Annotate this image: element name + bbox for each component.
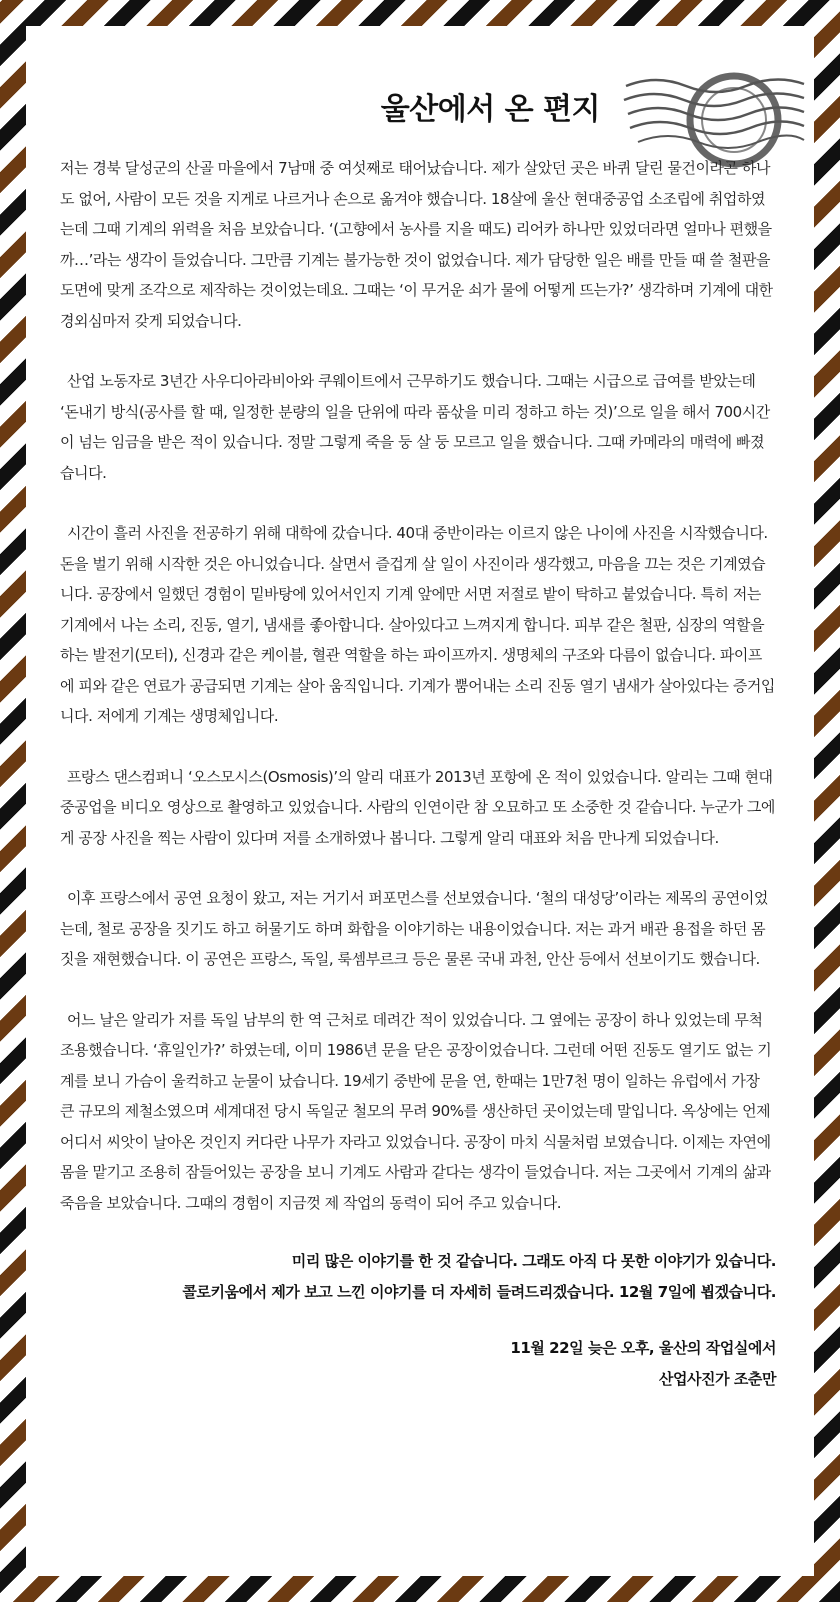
letter-paper	[26, 26, 814, 1576]
signature-block	[60, 1333, 776, 1394]
paragraph-2: 산업 노동자로 3년간 사우디아라비아와 쿠웨이트에서 근무하기도 했습니다. 그때는 시급으로 급여를 받았는데 ‘돈내기 방식(공사를 할 때, 일정한 분량의 일을 단위에 따라 품삯을 미리 정하고 하는 것)’으로 일을 해서 700시간이 넘는 임금을 받은 적이 있습니다. 정말 그렇게 죽을 둥 살 둥 모르고 일을 했습니다. 그때 카메라의 매력에 빠졌습니다.	[60, 372, 770, 482]
paragraph-6: 어느 날은 알리가 저를 독일 남부의 한 역 근처로 데려간 적이 있었습니다. 그 옆에는 공장이 하나 있었는데 무척 조용했습니다. ‘휴일인가?’ 하였는데, 이미 1986년 문을 닫은 공장이었습니다. 그런데 어떤 진동도 열기도 없는 기계를 보니 가슴이 울컥하고 눈물이 났습니다. 19세기 중반에 문을 연, 한때는 1만7천 명이 일하는 유럽에서 가장 큰 규모의 제철소였으며 세계대전 당시 독일군 철모의 무려 90%를 생산하던 곳이었는데 말입니다. 옥상에는 언제 어디서 씨앗이 날아온 것인지 커다란 나무가 자라고 있었습니다. 공장이 마치 식물처럼 보였습니다. 이제는 자연에 몸을 맡기고 조용히 잠들어있는 공장을 보니 기계도 사람과 같다는 생각이 들었습니다. 저는 그곳에서 기계의 삶과 죽음을 보았습니다. 그때의 경험이 지금껏 제 작업의 동력이 되어 주고 있습니다.	[60, 1010, 772, 1212]
paragraph-1: 저는 경북 달성군의 산골 마을에서 7남매 중 여섯째로 태어났습니다. 제가 살았던 곳은 바퀴 달린 물건이라곤 하나도 없어, 사람이 모든 것을 지게로 나르거나 손으로 옮겨야 했습니다. 18살에 울산 현대중공업 소조립에 취업하였는데 그때 기계의 위력을 처음 보았습니다. ‘(고향에서 농사를 지을 때도) 리어카 하나만 있었더라면 얼마나 편했을까…’라는 생각이 들었습니다. 그만큼 기계는 불가능한 것이 없었습니다. 제가 담당한 일은 배를 만들 때 쓸 철판을 도면에 맞게 조각으로 제작하는 것이었는데요. 그때는 ‘이 무거운 쇠가 물에 어떻게 뜨는가?’ 생각하며 기계에 대한 경외심마저 갖게 되었습니다.	[60, 159, 773, 330]
signature-author: 산업사진가 조춘만	[658, 1369, 776, 1388]
closing-line-1: 미리 많은 이야기를 한 것 같습니다. 그래도 아직 다 못한 이야기가 있습니다.	[291, 1252, 776, 1270]
letter-title: 울산에서 온 편지	[380, 92, 600, 127]
paragraph-4: 프랑스 댄스컴퍼니 ‘오스모시스(Osmosis)’의 알리 대표가 2013년 포항에 온 적이 있었습니다. 알리는 그때 현대중공업을 비디오 영상으로 촬영하고 있었습니다. 사람의 인연이란 참 오묘하고 또 소중한 것 같습니다. 누군가 그에게 공장 사진을 찍는 사람이 있다며 저를 소개하였나 봅니다. 그렇게 알리 대표와 처음 만나게 되었습니다.	[60, 767, 775, 847]
closing-line-2: 콜로키움에서 제가 보고 느낀 이야기를 더 자세히 들려드리겠습니다. 12월 7일에 뵙겠습니다.	[182, 1282, 776, 1301]
paragraph-3: 시간이 흘러 사진을 전공하기 위해 대학에 갔습니다. 40대 중반이라는 이르지 않은 나이에 사진을 시작했습니다. 돈을 벌기 위해 시작한 것은 아니었습니다. 살면서 즐겁게 살 일이 사진이라 생각했고, 마음을 끄는 것은 기계였습니다. 공장에서 일했던 경험이 밑바탕에 있어서인지 기계 앞에만 서면 저절로 밭이 탁하고 붙었습니다. 특히 저는 기계에서 나는 소리, 진동, 열기, 냄새를 좋아합니다. 살아있다고 느껴지게 합니다. 피부 같은 철판, 심장의 역할을 하는 발전기(모터), 신경과 같은 케이블, 혈관 역할을 하는 파이프까지. 생명체의 구조와 다름이 없습니다. 파이프에 피와 같은 연료가 공급되면 기계는 살아 움직입니다. 기계가 뿜어내는 소리 진동 열기 냄새가 살아있다는 증거입니다. 저에게 기계는 생명체입니다.	[60, 524, 775, 725]
signature-date-place: 11월 22일 늦은 오후, 울산의 작업실에서	[510, 1339, 776, 1357]
letter-body	[60, 153, 776, 1394]
closing-remarks	[60, 1246, 776, 1307]
paragraph-5: 이후 프랑스에서 공연 요청이 왔고, 저는 거기서 퍼포먼스를 선보였습니다. ‘철의 대성당’이라는 제목의 공연이었는데, 철로 공장을 짓기도 하고 허물기도 하며 화합을 이야기하는 내용이었습니다. 저는 과거 배관 용접을 하던 몸짓을 재현했습니다. 이 공연은 프랑스, 독일, 룩셈부르크 등은 물론 국내 과천, 안산 등에서 선보이기도 했습니다.	[60, 889, 768, 968]
